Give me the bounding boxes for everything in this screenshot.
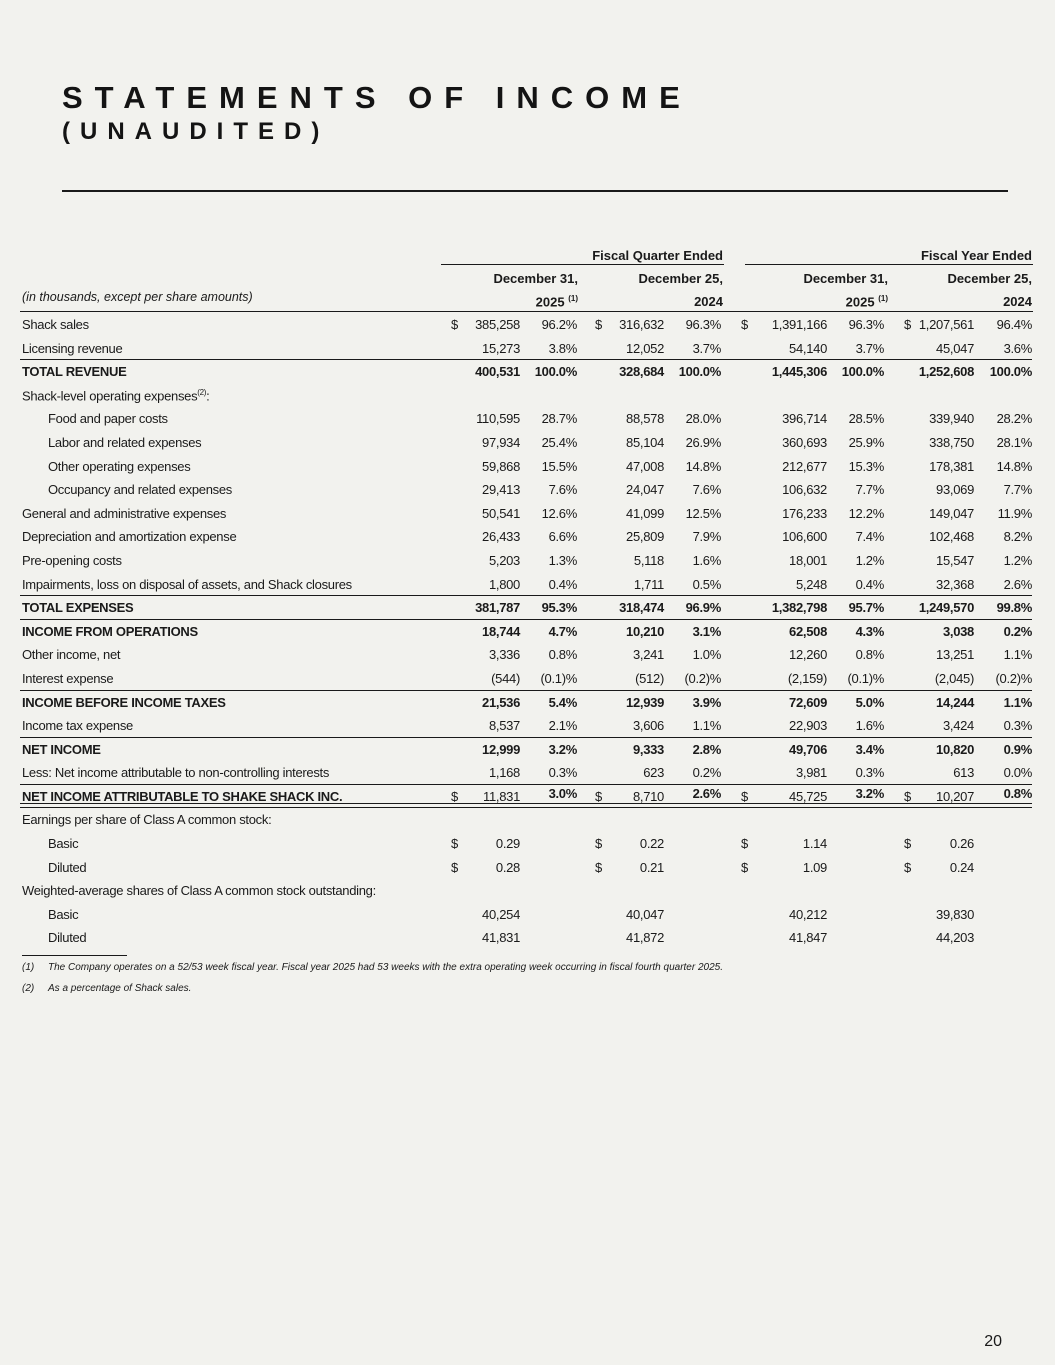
- value-cell: 212,677: [782, 458, 827, 474]
- percent-cell: 96.3%: [848, 317, 884, 332]
- percent-cell: 1.1%: [1003, 647, 1032, 663]
- percent-cell: 96.3%: [685, 317, 721, 332]
- value-cell: 1,445,306: [771, 364, 827, 380]
- value-cell: 0.28: [495, 859, 520, 875]
- row-label: Pre-opening costs: [22, 552, 122, 568]
- value-cell: 178,381: [929, 458, 974, 474]
- value-cell: 338,750: [929, 434, 974, 450]
- percent-cell: 1.3%: [548, 552, 577, 568]
- table-row: [0, 691, 1055, 715]
- value-cell: 41,831: [482, 930, 520, 946]
- value-cell: 13,251: [936, 647, 974, 663]
- value-cell: 15,547: [936, 552, 974, 568]
- value-cell: 44,203: [936, 930, 974, 946]
- value-cell: 54,140: [789, 340, 827, 356]
- value-cell: 18,744: [482, 623, 520, 639]
- value-cell: 1,252,608: [918, 364, 974, 380]
- value-cell: 8,710: [632, 788, 664, 804]
- table-row: [0, 785, 1055, 809]
- value-cell: 1,382,798: [771, 600, 827, 616]
- quarter-group-header: Fiscal Quarter Ended: [592, 248, 723, 263]
- value-cell: 3,606: [632, 718, 664, 734]
- table-row: [0, 337, 1055, 361]
- percent-cell: 1.6%: [692, 552, 721, 568]
- value-cell: 149,047: [929, 505, 974, 521]
- percent-cell: 1.1%: [1003, 694, 1032, 710]
- row-label: Shack-level operating expenses$^{(2)}$:: [22, 387, 210, 404]
- percent-cell: 100.0%: [841, 364, 884, 380]
- year-group-header: Fiscal Year Ended: [920, 248, 1032, 263]
- value-cell: 97,934: [482, 434, 520, 450]
- row-label: Shack sales: [22, 317, 89, 332]
- value-cell: 45,725: [789, 788, 827, 804]
- table-row: [0, 620, 1055, 644]
- row-label: Other income, net: [22, 647, 121, 663]
- col4-date: December 25,: [947, 271, 1032, 286]
- value-cell: 176,233: [782, 505, 827, 521]
- value-cell: 39,830: [936, 906, 974, 922]
- value-cell: 3,424: [942, 718, 974, 734]
- percent-cell: (0.2)%: [684, 670, 721, 686]
- percent-cell: 0.4%: [548, 576, 577, 592]
- percent-cell: 3.7%: [855, 340, 884, 356]
- percent-cell: 100.0%: [678, 364, 721, 380]
- col4-year: 2024: [1003, 294, 1032, 309]
- value-cell: 5,203: [488, 552, 520, 568]
- row-label: Occupancy and related expenses: [48, 482, 232, 498]
- value-cell: 21,536: [482, 694, 520, 710]
- value-cell: (544): [491, 670, 520, 686]
- percent-cell: 2.6%: [1003, 576, 1032, 592]
- value-cell: 88,578: [626, 411, 664, 427]
- percent-cell: 26.9%: [685, 434, 721, 450]
- value-cell: 3,336: [488, 647, 520, 663]
- row-label: Earnings per share of Class A common stock:: [22, 812, 272, 828]
- row-label: Impairments, loss on disposal of assets, and Shack closures: [22, 576, 352, 592]
- percent-cell: 7.6%: [548, 482, 577, 498]
- value-cell: 0.26: [949, 836, 974, 852]
- value-cell: 85,104: [626, 434, 664, 450]
- value-cell: 0.24: [949, 859, 974, 875]
- percent-cell: 28.1%: [996, 434, 1032, 450]
- value-cell: 40,047: [626, 906, 664, 922]
- table-row: [0, 856, 1055, 880]
- percent-cell: 6.6%: [548, 529, 577, 545]
- value-cell: 102,468: [929, 529, 974, 545]
- percent-cell: 11.9%: [997, 505, 1032, 521]
- unit-note: (in thousands, except per share amounts): [22, 290, 253, 304]
- row-label: Labor and related expenses: [48, 434, 202, 450]
- percent-cell: 7.4%: [855, 529, 884, 545]
- year-group-rule: [745, 264, 1033, 265]
- dollar-sign: $: [741, 859, 748, 875]
- row-label: Diluted: [48, 859, 87, 875]
- value-cell: 41,847: [789, 930, 827, 946]
- value-cell: 24,047: [626, 482, 664, 498]
- table-row: [0, 808, 1055, 832]
- value-cell: 1,800: [488, 576, 520, 592]
- percent-cell: 8.2%: [1003, 529, 1032, 545]
- footnote-1: (1) The Company operates on a 52/53 week fiscal year. Fiscal year 2025 had 53 weeks with the extra operating week occurring in fiscal fourth quarter 2025.: [22, 962, 723, 973]
- value-cell: 0.22: [639, 836, 664, 852]
- value-cell: 396,714: [782, 411, 827, 427]
- percent-cell: (0.1)%: [847, 670, 884, 686]
- footnote-ref: (2): [197, 387, 207, 397]
- value-cell: 12,999: [482, 741, 520, 757]
- table-row: [0, 832, 1055, 856]
- table-row: [0, 714, 1055, 738]
- value-cell: 8,537: [488, 718, 520, 734]
- row-label: Income tax expense: [22, 718, 133, 734]
- dollar-sign: $: [595, 859, 602, 875]
- percent-cell: 100.0%: [534, 364, 577, 380]
- table-row: [0, 407, 1055, 431]
- value-cell: 10,210: [626, 623, 664, 639]
- table-row: [0, 525, 1055, 549]
- value-cell: 14,244: [936, 694, 974, 710]
- value-cell: (512): [635, 670, 664, 686]
- value-cell: 41,872: [626, 930, 664, 946]
- percent-cell: 12.6%: [541, 505, 577, 521]
- income-statement-table: [0, 313, 1055, 950]
- value-cell: 5,248: [795, 576, 827, 592]
- percent-cell: 0.8%: [1003, 785, 1032, 801]
- row-label: TOTAL EXPENSES: [22, 600, 134, 616]
- percent-cell: 2.1%: [548, 718, 577, 734]
- value-cell: 1,207,561: [918, 317, 974, 332]
- value-cell: 381,787: [475, 600, 520, 616]
- percent-cell: 96.9%: [685, 600, 721, 616]
- value-cell: 25,809: [626, 529, 664, 545]
- table-row: [0, 384, 1055, 408]
- percent-cell: 3.2%: [548, 741, 577, 757]
- percent-cell: 3.2%: [855, 785, 884, 801]
- page-number: 20: [984, 1333, 1002, 1350]
- col3-footnote-ref: (1): [878, 294, 888, 303]
- row-label: Diluted: [48, 930, 87, 946]
- row-label: Interest expense: [22, 670, 114, 686]
- percent-cell: 0.3%: [548, 765, 577, 781]
- table-row: [0, 478, 1055, 502]
- header-rule: [20, 311, 1033, 312]
- dollar-sign: $: [595, 788, 602, 804]
- value-cell: 106,632: [782, 482, 827, 498]
- percent-cell: 25.4%: [541, 434, 577, 450]
- percent-cell: 96.2%: [541, 317, 577, 332]
- row-label: Other operating expenses: [48, 458, 191, 474]
- col1-footnote-ref: (1): [568, 294, 578, 303]
- percent-cell: 12.2%: [848, 505, 884, 521]
- percent-cell: 0.4%: [855, 576, 884, 592]
- percent-cell: 15.3%: [848, 458, 884, 474]
- percent-cell: 28.2%: [996, 411, 1032, 427]
- percent-cell: 0.3%: [1003, 718, 1032, 734]
- dollar-sign: $: [741, 317, 748, 332]
- value-cell: 12,052: [626, 340, 664, 356]
- value-cell: 93,069: [936, 482, 974, 498]
- table-row: [0, 313, 1055, 337]
- value-cell: 1,249,570: [918, 600, 974, 616]
- value-cell: 22,903: [789, 718, 827, 734]
- dollar-sign: $: [904, 317, 911, 332]
- table-row: [0, 738, 1055, 762]
- dollar-sign: $: [904, 836, 911, 852]
- value-cell: 41,099: [626, 505, 664, 521]
- table-row: [0, 643, 1055, 667]
- value-cell: 385,258: [475, 317, 520, 332]
- dollar-sign: $: [451, 859, 458, 875]
- percent-cell: 2.8%: [692, 741, 721, 757]
- row-label: NET INCOME ATTRIBUTABLE TO SHAKE SHACK INC.: [22, 788, 343, 804]
- percent-cell: 0.9%: [1003, 741, 1032, 757]
- percent-cell: 25.9%: [848, 434, 884, 450]
- row-label: Depreciation and amortization expense: [22, 529, 237, 545]
- table-row: [0, 926, 1055, 950]
- dollar-sign: $: [595, 317, 602, 332]
- table-row: [0, 573, 1055, 597]
- value-cell: 3,981: [795, 765, 827, 781]
- dollar-sign: $: [595, 836, 602, 852]
- page-title: STATEMENTS OF INCOME: [62, 80, 692, 115]
- dollar-sign: $: [904, 788, 911, 804]
- value-cell: 45,047: [936, 340, 974, 356]
- percent-cell: 99.8%: [996, 600, 1032, 616]
- value-cell: 29,413: [482, 482, 520, 498]
- percent-cell: 15.5%: [541, 458, 577, 474]
- col1-year: 2025 $^{(1)}$: [535, 294, 578, 310]
- value-cell: 1,168: [488, 765, 520, 781]
- percent-cell: 0.0%: [1003, 765, 1032, 781]
- value-cell: 3,038: [942, 623, 974, 639]
- value-cell: 62,508: [789, 623, 827, 639]
- row-label: Licensing revenue: [22, 340, 123, 356]
- value-cell: 339,940: [929, 411, 974, 427]
- percent-cell: 28.7%: [541, 411, 577, 427]
- value-cell: 10,207: [936, 788, 974, 804]
- percent-cell: 95.3%: [541, 600, 577, 616]
- table-row: [0, 360, 1055, 384]
- percent-cell: 2.6%: [692, 785, 721, 801]
- table-row: [0, 455, 1055, 479]
- percent-cell: 3.4%: [855, 741, 884, 757]
- value-cell: 318,474: [619, 600, 664, 616]
- percent-cell: 3.9%: [692, 694, 721, 710]
- value-cell: (2,159): [787, 670, 827, 686]
- percent-cell: 28.0%: [685, 411, 721, 427]
- table-row: [0, 761, 1055, 785]
- value-cell: 15,273: [482, 340, 520, 356]
- percent-cell: 95.7%: [848, 600, 884, 616]
- percent-cell: 1.1%: [692, 718, 721, 734]
- percent-cell: 0.5%: [692, 576, 721, 592]
- row-label: INCOME FROM OPERATIONS: [22, 623, 198, 639]
- percent-cell: 1.2%: [855, 552, 884, 568]
- dollar-sign: $: [741, 788, 748, 804]
- percent-cell: 5.4%: [548, 694, 577, 710]
- value-cell: (2,045): [934, 670, 974, 686]
- value-cell: 1.14: [802, 836, 827, 852]
- dollar-sign: $: [904, 859, 911, 875]
- value-cell: 0.21: [639, 859, 664, 875]
- percent-cell: 0.3%: [855, 765, 884, 781]
- value-cell: 59,868: [482, 458, 520, 474]
- percent-cell: 7.7%: [855, 482, 884, 498]
- value-cell: 32,368: [936, 576, 974, 592]
- value-cell: 47,008: [626, 458, 664, 474]
- value-cell: 106,600: [782, 529, 827, 545]
- table-row: [0, 431, 1055, 455]
- percent-cell: 3.1%: [692, 623, 721, 639]
- percent-cell: (0.1)%: [540, 670, 577, 686]
- percent-cell: 3.6%: [1003, 340, 1032, 356]
- value-cell: 49,706: [789, 741, 827, 757]
- row-label: NET INCOME: [22, 741, 101, 757]
- dollar-sign: $: [451, 317, 458, 332]
- row-label: Basic: [48, 906, 79, 922]
- dollar-sign: $: [451, 836, 458, 852]
- percent-cell: 4.3%: [855, 623, 884, 639]
- dollar-sign: $: [741, 836, 748, 852]
- row-label: Less: Net income attributable to non-controlling interests: [22, 765, 330, 781]
- percent-cell: 14.8%: [685, 458, 721, 474]
- table-row: [0, 667, 1055, 691]
- value-cell: 328,684: [619, 364, 664, 380]
- value-cell: 5,118: [633, 552, 664, 568]
- percent-cell: 1.2%: [1003, 552, 1032, 568]
- footnote-divider: [22, 955, 127, 956]
- title-divider: [62, 190, 1008, 192]
- percent-cell: 100.0%: [989, 364, 1032, 380]
- percent-cell: 7.7%: [1003, 482, 1032, 498]
- percent-cell: 28.5%: [848, 411, 884, 427]
- percent-cell: (0.2)%: [995, 670, 1032, 686]
- col3-date: December 31,: [803, 271, 888, 286]
- percent-cell: 12.5%: [685, 505, 721, 521]
- value-cell: 3,241: [632, 647, 664, 663]
- value-cell: 18,001: [789, 552, 827, 568]
- value-cell: 9,333: [632, 741, 664, 757]
- quarter-group-rule: [441, 264, 724, 265]
- col1-date: December 31,: [493, 271, 578, 286]
- value-cell: 12,939: [626, 694, 664, 710]
- value-cell: 11,831: [483, 788, 520, 804]
- value-cell: 1,391,166: [771, 317, 827, 332]
- percent-cell: 1.0%: [692, 647, 721, 663]
- percent-cell: 1.6%: [855, 718, 884, 734]
- percent-cell: 0.2%: [692, 765, 721, 781]
- percent-cell: 0.8%: [855, 647, 884, 663]
- value-cell: 1,711: [633, 576, 664, 592]
- percent-cell: 0.2%: [1003, 623, 1032, 639]
- value-cell: 12,260: [789, 647, 827, 663]
- percent-cell: 5.0%: [855, 694, 884, 710]
- dollar-sign: $: [451, 788, 458, 804]
- table-row: [0, 879, 1055, 903]
- row-label: Weighted-average shares of Class A common stock outstanding:: [22, 883, 376, 899]
- value-cell: 613: [953, 765, 974, 781]
- footnote-2: (2) As a percentage of Shack sales.: [22, 983, 192, 994]
- table-row: [0, 596, 1055, 620]
- row-label: INCOME BEFORE INCOME TAXES: [22, 694, 226, 710]
- value-cell: 623: [643, 765, 664, 781]
- row-label: TOTAL REVENUE: [22, 364, 127, 380]
- table-row: [0, 903, 1055, 927]
- value-cell: 1.09: [802, 859, 827, 875]
- value-cell: 10,820: [936, 741, 974, 757]
- col2-date: December 25,: [638, 271, 723, 286]
- row-label: Food and paper costs: [48, 411, 168, 427]
- percent-cell: 96.4%: [996, 317, 1032, 332]
- value-cell: 72,609: [789, 694, 827, 710]
- percent-cell: 3.8%: [548, 340, 577, 356]
- percent-cell: 3.7%: [692, 340, 721, 356]
- percent-cell: 7.6%: [692, 482, 721, 498]
- value-cell: 360,693: [782, 434, 827, 450]
- row-label: Basic: [48, 836, 79, 852]
- value-cell: 40,212: [789, 906, 827, 922]
- col2-year: 2024: [694, 294, 723, 309]
- value-cell: 400,531: [475, 364, 520, 380]
- table-row: [0, 549, 1055, 573]
- percent-cell: 3.0%: [548, 785, 577, 801]
- value-cell: 316,632: [619, 317, 664, 332]
- value-cell: 0.29: [495, 836, 520, 852]
- percent-cell: 4.7%: [548, 623, 577, 639]
- page-subtitle: (UNAUDITED): [62, 118, 330, 145]
- row-label: General and administrative expenses: [22, 505, 227, 521]
- percent-cell: 7.9%: [692, 529, 721, 545]
- percent-cell: 0.8%: [548, 647, 577, 663]
- value-cell: 26,433: [482, 529, 520, 545]
- percent-cell: 14.8%: [996, 458, 1032, 474]
- value-cell: 40,254: [482, 906, 520, 922]
- value-cell: 110,595: [476, 411, 520, 427]
- table-row: [0, 502, 1055, 526]
- value-cell: 50,541: [482, 505, 520, 521]
- col3-year: 2025 $^{(1)}$: [845, 294, 888, 310]
